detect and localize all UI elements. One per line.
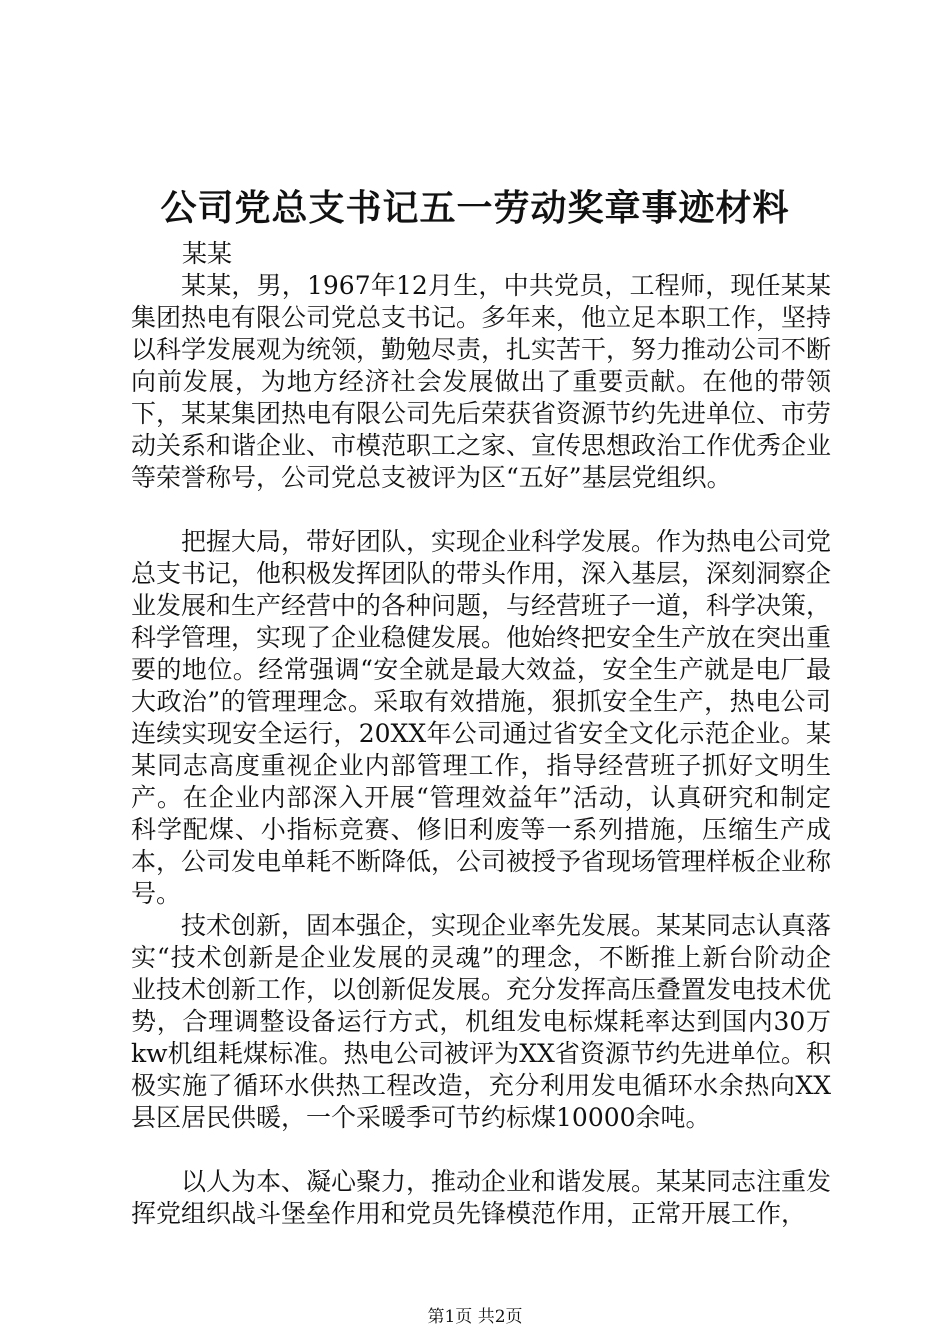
author-name: 某某 [182, 239, 233, 268]
document-body [131, 270, 831, 1230]
paragraph-people: 以人为本、凝心聚力，推动企业和谐发展。某某同志注重发挥党组织战斗堡垒作用和党员先锋模范作用，正常开展工作， [131, 1167, 832, 1228]
paragraph-intro: 某某，男，1967年12月生，中共党员，工程师，现任某某集团热电有限公司党总支书记。多年来，他立足本职工作，坚持以科学发展观为统领，勤勉尽责，扎实苦干，努力推动公司不断向前发展，为地方经济社会发展做出了重要贡献。在他的带领下，某某集团热电有限公司先后荣获省资源节约先进单位、市劳动关系和谐企业、市模范职工之家、宣传思想政治工作优秀企业等荣誉称号，公司党总支被评为区“五好”基层党组织。 [131, 271, 832, 492]
document-title: 公司党总支书记五一劳动奖章事迹材料 [160, 187, 790, 229]
paragraph-innovation: 技术创新，固本强企，实现企业率先发展。某某同志认真落实“技术创新是企业发展的灵魂”的理念，不断推上新台阶动企业技术创新工作，以创新促发展。充分发挥高压叠置发电技术优势，合理调整设备运行方式，机组发电标煤耗率达到国内30万kw机组耗煤标准。热电公司被评为XX省资源节约先进单位。积极实施了循环水供热工程改造，充分利用发电循环水余热向XX县区居民供暖，一个采暖季可节约标煤10000余吨。 [131, 911, 832, 1132]
paragraph-leadership: 把握大局，带好团队，实现企业科学发展。作为热电公司党总支书记，他积极发挥团队的带头作用，深入基层，深刻洞察企业发展和生产经营中的各种问题，与经营班子一道，科学决策，科学管理，实现了企业稳健发展。他始终把安全生产放在突出重要的地位。经常强调“安全就是最大效益，安全生产就是电厂最大政治”的管理理念。采取有效措施，狠抓安全生产，热电公司连续实现安全运行，20XX年公司通过省安全文化示范企业。某某同志高度重视企业内部管理工作，指导经营班子抓好文明生产。在企业内部深入开展“管理效益年”活动，认真研究和制定科学配煤、小指标竞赛、修旧利废等一系列措施，压缩生产成本，公司发电单耗不断降低，公司被授予省现场管理样板企业称号。 [131, 527, 832, 908]
page-footer: 第1页 共2页 [427, 1307, 523, 1327]
